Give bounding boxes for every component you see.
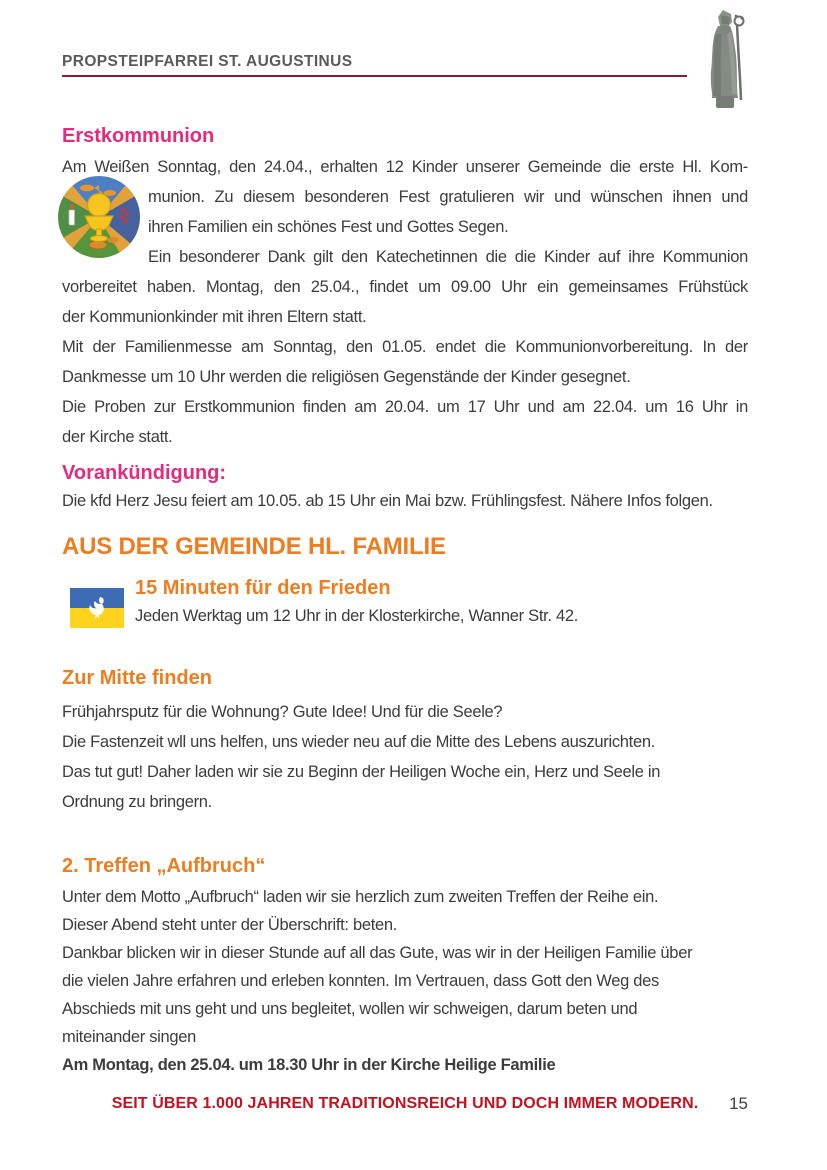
section-treffen <box>62 883 748 1079</box>
page-footer <box>62 1092 748 1118</box>
header-rule <box>62 75 687 77</box>
augustinus-statue-image <box>701 8 751 112</box>
text-line: Dieser Abend steht unter der Überschrift: beten. <box>62 916 398 934</box>
text-line: Ordnung zu bringern. <box>62 793 212 811</box>
text-line: der Kirche statt. <box>62 428 173 446</box>
text-line: Dankmesse um 10 Uhr werden die religiösen Gegenstände der Kinder gesegnet. <box>62 368 631 386</box>
text-line: miteinander singen <box>62 1028 197 1046</box>
section-erstkommunion <box>62 152 748 452</box>
text-line: Die Proben zur Erstkommunion finden am 20.04. um 17 Uhr und am 22.04. um 16 Uhr in <box>62 398 748 416</box>
text-line: Am Weißen Sonntag, den 24.04., erhalten 12 Kinder unserer Gemeinde die erste Hl. Kom- <box>62 158 748 176</box>
treffen-bold-line: Am Montag, den 25.04. um 18.30 Uhr in der Kirche Heilige Familie <box>62 1056 556 1074</box>
text-line: die vielen Jahre erfahren und erleben konnten. Im Vertrauen, dass Gott den Weg des <box>62 972 659 990</box>
text-line: vorbereitet haben. Montag, den 25.04., findet um 09.00 Uhr ein gemeinsames Frühstück <box>62 278 748 296</box>
ukraine-peace-flag-icon <box>70 588 124 628</box>
text-line: ihren Familien ein schönes Fest und Gottes Segen. <box>148 218 509 236</box>
communion-emblem-image <box>58 176 140 258</box>
heading-treffen: 2. Treffen „Aufbruch“ <box>62 855 266 877</box>
text-line: Die Fastenzeit wll uns helfen, uns wieder neu auf die Mitte des Lebens auszurichten. <box>62 733 655 751</box>
text-line: Unter dem Motto „Aufbruch“ laden wir sie herzlich zum zweiten Treffen der Reihe ein. <box>62 888 659 906</box>
text-line: Ein besonderer Dank gilt den Katechetinnen die die Kinder auf ihre Kommunion <box>148 248 748 266</box>
dove-icon <box>84 595 110 621</box>
section-frieden <box>62 575 748 631</box>
text-line: Mit der Familienmesse am Sonntag, den 01.05. endet die Kommunionvorbereitung. In der <box>62 338 748 356</box>
text-line: munion. Zu diesem besonderen Fest gratulieren wir und wünschen ihnen und <box>148 188 748 206</box>
footer-slogan: SEIT ÜBER 1.000 JAHREN TRADITIONSREICH UND DOCH IMMER MODERN. <box>111 1095 699 1112</box>
text-line: der Kommunionkinder mit ihren Eltern statt. <box>62 308 367 326</box>
text-line: Das tut gut! Daher laden wir sie zu Beginn der Heiligen Woche ein, Herz und Seele in <box>62 763 661 781</box>
section-mitte <box>62 697 748 817</box>
page-header-title: PROPSTEIPFARREI ST. AUGUSTINUS <box>62 53 353 70</box>
frieden-text: Jeden Werktag um 12 Uhr in der Klosterkirche, Wanner Str. 42. <box>135 607 578 625</box>
heading-vorankuendigung: Vorankündigung: <box>62 462 227 484</box>
heading-frieden: 15 Minuten für den Frieden <box>135 577 391 599</box>
heading-erstkommunion: Erstkommunion <box>62 125 215 147</box>
heading-mitte: Zur Mitte finden <box>62 667 212 689</box>
text-line: Dankbar blicken wir in dieser Stunde auf all das Gute, was wir in der Heiligen Familie über <box>62 944 693 962</box>
heading-gemeinde: AUS DER GEMEINDE HL. FAMILIE <box>62 533 446 560</box>
vorankuendigung-text: Die kfd Herz Jesu feiert am 10.05. ab 15 Uhr ein Mai bzw. Frühlingsfest. Nähere Infos folgen. <box>62 492 713 510</box>
text-line: Frühjahrsputz für die Wohnung? Gute Idee! Und für die Seele? <box>62 703 503 721</box>
communion-emblem-detail <box>58 176 140 258</box>
text-line: Abschieds mit uns geht und uns begleitet, wollen wir schweigen, darum beten und <box>62 1000 638 1018</box>
page-number: 15 <box>729 1094 748 1113</box>
frieden-text-column <box>135 575 578 631</box>
